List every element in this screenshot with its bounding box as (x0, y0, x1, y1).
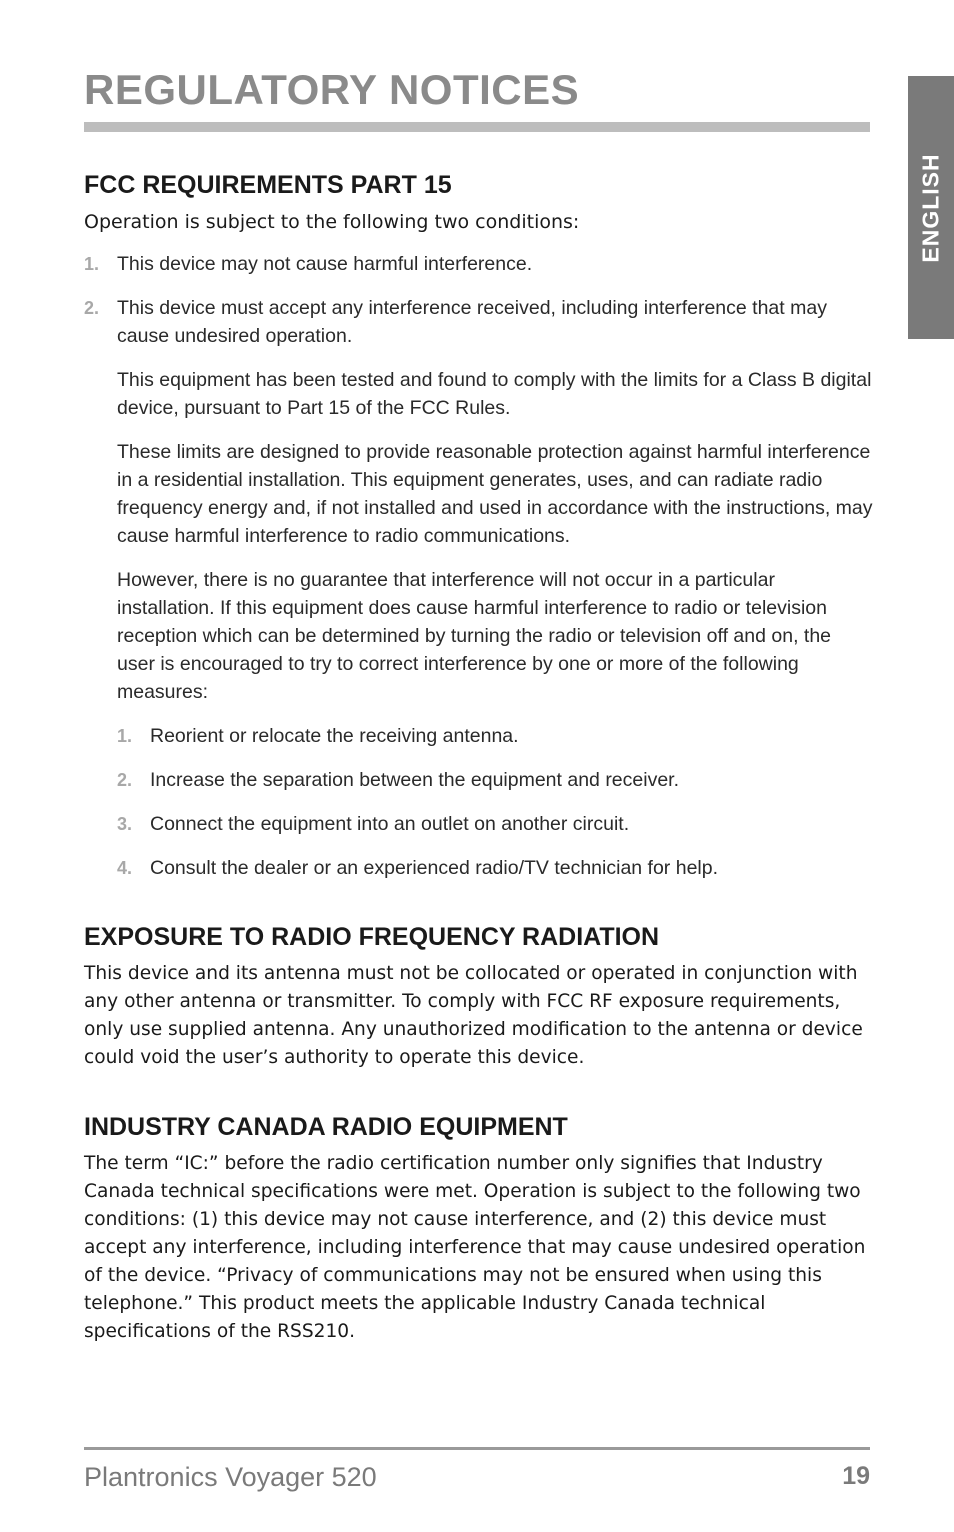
fcc-paragraph: This equipment has been tested and found to comply with the limits for a Class B digital device, pursuant to Part 15 of the FCC Rules. (117, 369, 872, 419)
fcc-heading: FCC REQUIREMENTS PART 15 (84, 171, 452, 199)
canada-heading: INDUSTRY CANADA RADIO EQUIPMENT (84, 1113, 568, 1141)
list-item (117, 810, 874, 838)
list-number: 1. (117, 726, 133, 746)
list-text: Consult the dealer or an experienced radio/TV technician for help. (150, 857, 719, 879)
list-item (84, 294, 874, 350)
footer-product-name: Plantronics Voyager 520 (84, 1462, 377, 1492)
list-item (117, 854, 874, 882)
list-item (117, 766, 874, 794)
canada-body: The term “IC:” before the radio certification number only signifies that Industry Canada technical specifications were met. Operation is subject to the following two conditions: (1) this device may not cause interference, and (2) this device must accept any interference, including interference that may cause undesired operation of the device. “Privacy of communications may not be ensured when using this telephone.” This product meets the applicable Industry Canada technical specifications of the RSS210. (84, 1153, 866, 1342)
list-number: 4. (117, 858, 133, 878)
exposure-body: This device and its antenna must not be collocated or operated in conjunction with any other antenna or transmitter. To comply with FCC RF exposure requirements, only use supplied antenna. Any unauthorized modification to the antenna or device could void the user’s authority to operate this device. (84, 963, 863, 1068)
canada-section (84, 1110, 874, 1346)
page-title: REGULATORY NOTICES (84, 66, 580, 113)
list-item (84, 250, 874, 278)
list-item (117, 722, 874, 750)
page-number: 19 (842, 1462, 870, 1490)
fcc-paragraphs (117, 366, 874, 882)
fcc-paragraph: However, there is no guarantee that interference will not occur in a particular installation. If this equipment does cause harmful interference to radio or television reception which can be determined by turning the radio or television off and on, the user is encouraged to try to correct interference by one or more of the following measures: (117, 569, 832, 703)
fcc-paragraph: These limits are designed to provide reasonable protection against harmful interference in a residential installation. This equipment generates, uses, and can radiate radio frequency energy and, if not installed and used in accordance with the instructions, may cause harmful interference to radio communications. (117, 441, 873, 547)
footer-divider (84, 1447, 870, 1450)
list-number: 1. (84, 254, 100, 274)
exposure-heading: EXPOSURE TO RADIO FREQUENCY RADIATION (84, 923, 660, 951)
fcc-conditions-list (84, 250, 874, 350)
list-text: This device must accept any interference received, including interference that may cause undesired operation. (117, 297, 827, 347)
main-content (84, 168, 874, 1346)
list-number: 2. (117, 770, 133, 790)
fcc-section (84, 168, 874, 882)
list-text: Reorient or relocate the receiving antenna. (150, 725, 519, 747)
list-text: Connect the equipment into an outlet on another circuit. (150, 813, 630, 835)
list-text: Increase the separation between the equipment and receiver. (150, 769, 680, 791)
list-number: 2. (84, 298, 100, 318)
language-tab (908, 76, 954, 339)
exposure-section (84, 920, 874, 1072)
fcc-lead: Operation is subject to the following two conditions: (84, 211, 580, 233)
list-text: This device may not cause harmful interference. (117, 253, 533, 275)
language-tab-label: ENGLISH (917, 152, 944, 263)
fcc-measures-list (117, 722, 874, 882)
title-divider (84, 122, 870, 132)
list-number: 3. (117, 814, 133, 834)
